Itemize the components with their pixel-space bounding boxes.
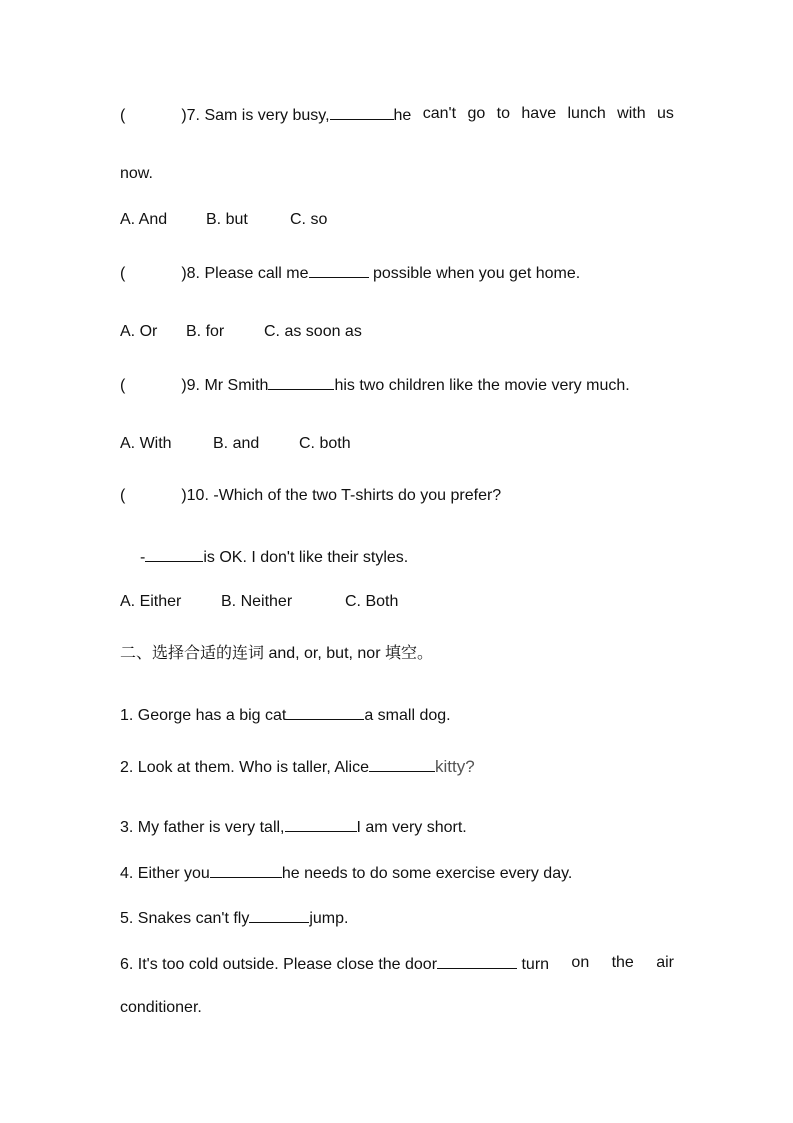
question-10-options — [120, 592, 398, 612]
option-c[interactable]: C. so — [290, 211, 328, 228]
item-text: 4. Either you — [120, 865, 210, 882]
question-10 — [120, 486, 501, 506]
fill-item-6-continuation: conditioner. — [120, 999, 202, 1016]
question-text: possible when you get home. — [372, 265, 581, 282]
fill-blank[interactable] — [437, 953, 517, 969]
answer-paren-open: ( — [120, 107, 126, 124]
question-10-reply — [140, 546, 408, 568]
item-text: jump. — [309, 910, 349, 927]
fill-item-2 — [120, 756, 475, 778]
answer-paren-close: ) — [181, 377, 187, 394]
fill-item-5 — [120, 907, 348, 929]
option-b[interactable]: B. for — [186, 323, 225, 340]
question-7-stem — [120, 104, 411, 126]
question-text: is OK. I don't like their styles. — [203, 549, 409, 566]
question-text: Please call me — [204, 265, 309, 282]
fill-blank[interactable] — [285, 816, 357, 832]
question-number: 8. — [186, 265, 200, 282]
fill-blank[interactable] — [330, 104, 394, 120]
question-number: 9. — [186, 377, 200, 394]
item-word: the — [611, 954, 634, 971]
fill-blank[interactable] — [309, 262, 369, 278]
option-c[interactable]: C. Both — [345, 593, 399, 610]
fill-blank[interactable] — [268, 374, 334, 390]
question-text: Sam is very busy, — [204, 107, 330, 124]
question-word: have — [521, 105, 557, 122]
fill-item-6 — [120, 953, 674, 975]
item-text: he needs to do some exercise every day. — [281, 865, 573, 882]
answer-paren-close: ) — [181, 107, 187, 124]
question-9-options — [120, 434, 351, 454]
answer-paren-open: ( — [120, 377, 126, 394]
question-number: 7. — [186, 107, 200, 124]
question-8-options — [120, 322, 362, 342]
question-7-continuation: now. — [120, 165, 153, 182]
fill-blank[interactable] — [145, 546, 203, 562]
option-c[interactable]: C. as soon as — [264, 323, 362, 340]
item-text: 6. It's too cold outside. Please close the door — [120, 956, 438, 973]
item-text: a small dog. — [364, 707, 451, 724]
section-heading: 二、选择合适的连词 and, or, but, nor 填空。 — [120, 645, 433, 662]
question-8 — [120, 262, 580, 284]
question-7-options — [120, 210, 327, 230]
item-word: air — [656, 954, 674, 971]
question-number: 10. — [186, 487, 209, 504]
question-text: his two children like the movie very much. — [334, 377, 630, 394]
question-9 — [120, 374, 630, 396]
answer-paren-open: ( — [120, 265, 126, 282]
fill-blank[interactable] — [286, 704, 364, 720]
option-b[interactable]: B. Neither — [221, 593, 293, 610]
option-a[interactable]: A. With — [120, 435, 172, 452]
item-text: 1. George has a big cat — [120, 707, 287, 724]
question-word: us — [657, 105, 674, 122]
question-word: to — [496, 105, 510, 122]
reply-dash: - — [140, 549, 146, 566]
option-b[interactable]: B. but — [206, 211, 248, 228]
fill-item-4 — [120, 862, 572, 884]
question-word: he — [393, 107, 412, 124]
item-text: I am very short. — [356, 819, 467, 836]
item-word: turn — [521, 956, 550, 973]
question-word: go — [467, 105, 486, 122]
question-word: can't — [422, 105, 457, 122]
option-c[interactable]: C. both — [299, 435, 351, 452]
item-text: 5. Snakes can't fly — [120, 910, 250, 927]
question-7 — [120, 104, 674, 126]
option-b[interactable]: B. and — [213, 435, 260, 452]
fill-item-3 — [120, 816, 467, 838]
option-a[interactable]: A. Or — [120, 323, 158, 340]
question-text: Mr Smith — [204, 377, 269, 394]
item-text: kitty? — [435, 757, 475, 776]
question-text: -Which of the two T-shirts do you prefer? — [213, 487, 502, 504]
item-word: on — [571, 954, 590, 971]
question-word: with — [617, 105, 646, 122]
item-text: 3. My father is very tall, — [120, 819, 285, 836]
item-6-stem — [120, 953, 549, 975]
option-a[interactable]: A. Either — [120, 593, 182, 610]
fill-blank[interactable] — [210, 862, 282, 878]
fill-blank[interactable] — [249, 907, 309, 923]
answer-paren-close: ) — [181, 487, 187, 504]
option-a[interactable]: A. And — [120, 211, 168, 228]
answer-paren-open: ( — [120, 487, 126, 504]
item-text: 2. Look at them. Who is taller, Alice — [120, 759, 370, 776]
question-word: lunch — [567, 105, 606, 122]
fill-blank[interactable] — [369, 756, 435, 772]
answer-paren-close: ) — [181, 265, 187, 282]
fill-item-1 — [120, 704, 451, 726]
